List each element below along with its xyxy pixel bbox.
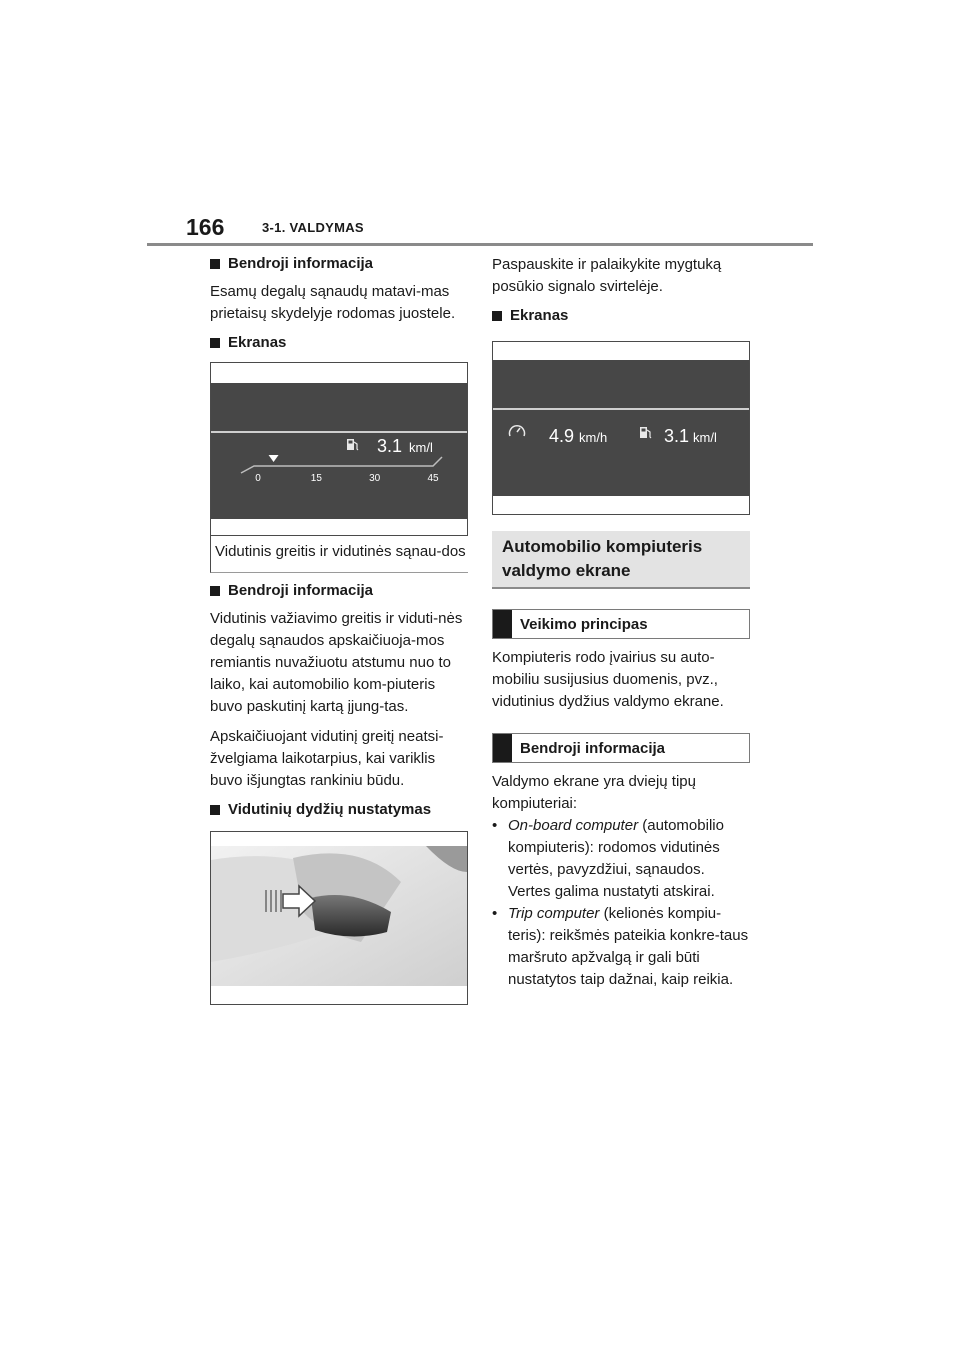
paragraph: Vidutinis važiavimo greitis ir viduti-nės degalų sąnaudos apskaičiuoja-mos remiantis nuvažiuotu atstumu nuo to laiko, kai automobilio kom-piuteris buvo paskutinį kartą įjung-tas. [210, 610, 463, 715]
square-bullet-icon [210, 805, 220, 815]
average-values-figure [492, 341, 750, 515]
paragraph: Esamų degalų sąnaudų matavi-mas prietaisų skydelyje rodomas juostele. [210, 283, 456, 322]
fuel-bar-figure [210, 362, 468, 536]
turn-signal-stalk-image [211, 832, 467, 1004]
display-top-panel [493, 360, 749, 408]
paragraph: Kompiuteris rodo įvairius su auto-mobiliu susijusius duomenis, pvz., vidutinius dydžius valdymo ekrane. [492, 649, 724, 710]
subheading: Ekranas [210, 333, 468, 352]
subsection-title: Veikimo principas [520, 615, 648, 633]
square-bullet-icon [210, 586, 220, 596]
left-column [210, 254, 468, 1005]
fuel-unit: km/l [693, 430, 717, 445]
fuel-scale-line [241, 457, 442, 473]
list-item: • Trip computer (kelionės kompiu-teris): reikšmės pateikia konkre-taus maršruto apžvalgą ir gali būti nustatytos taip dažnai, kaip reikia. [492, 905, 749, 988]
paragraph: Apskaičiuojant vidutinį greitį neatsi-žvelgiama laikotarpius, kai variklis buvo išjungtas rankiniu būdu. [210, 728, 444, 789]
subsection-box [492, 609, 750, 639]
fuel-unit: km/l [409, 440, 433, 455]
paragraph: Valdymo ekrane yra dviejų tipų kompiuteriai: [492, 773, 696, 812]
figure-caption: Vidutinis greitis ir vidutinės sąnau-dos [210, 536, 468, 573]
value-pointer [269, 455, 279, 462]
list-item: • On-board computer (automobilio kompiuteris): rodomos vidutinės vertės, pavyzdžiui, sąnaudos. Vertes galima nustatyti atskirai. [492, 817, 724, 900]
average-values-display [493, 410, 749, 496]
speed-unit: km/h [579, 430, 608, 445]
square-bullet-icon [210, 338, 220, 348]
speedometer-icon [510, 426, 525, 436]
box-marker [493, 610, 512, 638]
fuel-gauge [211, 433, 467, 519]
speed-value: 4.9 [549, 426, 575, 446]
fuel-value: 3.1 [664, 426, 690, 446]
subsection-box [492, 733, 750, 763]
header-rule [147, 243, 813, 246]
stalk-button-figure [210, 831, 468, 1005]
fuel-value: 3.1 [377, 436, 403, 456]
section-title: Automobilio kompiuteris valdymo ekrane [492, 531, 750, 589]
scale-ticks [255, 473, 439, 484]
display-top-panel [211, 383, 467, 431]
page-number: 166 [186, 214, 225, 240]
subheading: Bendroji informacija [210, 254, 468, 273]
paragraph: Paspauskite ir palaikykite mygtuką posūkio signalo svirtelėje. [492, 256, 722, 295]
subheading: Ekranas [492, 306, 750, 325]
tick-label: 0 [255, 473, 261, 484]
square-bullet-icon [210, 259, 220, 269]
subsection-title: Bendroji informacija [520, 739, 666, 757]
box-marker [493, 734, 512, 762]
right-column [492, 254, 750, 991]
tick-label: 30 [369, 473, 381, 484]
section-label: 3-1. VALDYMAS [262, 220, 364, 235]
fuel-pump-icon [347, 439, 358, 450]
tick-label: 45 [427, 473, 439, 484]
subheading: Vidutinių dydžių nustatymas [210, 800, 468, 819]
subheading: Bendroji informacija [210, 581, 468, 600]
fuel-pump-icon [640, 427, 651, 438]
tick-label: 15 [310, 473, 322, 484]
square-bullet-icon [492, 311, 502, 321]
